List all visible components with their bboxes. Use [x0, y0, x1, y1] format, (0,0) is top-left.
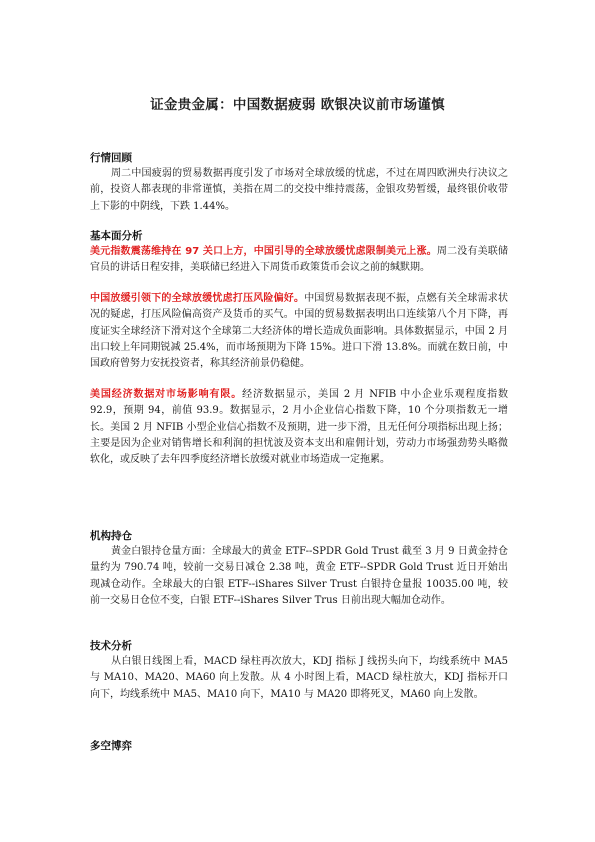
review-paragraph: 周二中国疲弱的贸易数据再度引发了市场对全球放缓的忧虑，不过在周四欧洲央行决议之前，投资人都表现的非常谨慎，美指在周二的交投中维持震荡，金银攻势暂缓，最终银价收带上下影的中阴线，下跌 1.44%。	[90, 168, 508, 212]
section-holdings	[90, 528, 508, 610]
spacer	[90, 373, 508, 387]
section-heading-review: 行情回顾	[90, 152, 132, 164]
fundamentals-paragraph-3	[90, 387, 508, 469]
fundamentals-p3-text: 经济数据显示，美国 2 月 NFIB 中小企业乐观程度指数 92.9，预期 94，前值 93.9。数据显示，2 月小企业信心指数下降，10 个分项指数无一增长。美国 2 月 NFIB 小型企业信心指数不及预期，进一步下滑，且无任何分项指标出现上扬；主要是因为企业对销售增长和利润的担忧波及资本支出和雇佣计划，劳动力市场强劲势头略微软化，或反映了去年四季度经济增长放缓对就业市场造成一定拖累。	[90, 388, 509, 466]
page-title: 证金贵金属：中国数据疲弱 欧银决议前市场谨慎	[150, 97, 445, 113]
section-heading-fundamentals: 基本面分析	[90, 230, 143, 242]
fundamentals-paragraph-2	[90, 291, 508, 373]
technical-paragraph: 从白银日线图上看，MACD 绿柱再次放大，KDJ 指标 J 线拐头向下，均线系统中 MA5 与 MA10、MA20、MA60 向上发散。从 4 小时图上看，MACD 绿柱放大，KDJ 指标开口向下，均线系统中 MA5、MA10 向下，MA10 与 MA20 即将死叉，MA60 向上发散。	[90, 656, 508, 700]
section-review	[90, 150, 508, 215]
section-longshort	[90, 738, 508, 754]
fundamentals-p1-text: 周二没有美联储官员的讲话日程安排，美联储已经进入下周货币政策货币会议之前的缄默期。	[90, 246, 508, 274]
fundamentals-p3-lead: 美国经济数据对市场影响有限。	[90, 388, 243, 400]
section-heading-longshort: 多空博弈	[90, 740, 132, 752]
section-heading-technical: 技术分析	[90, 640, 132, 652]
section-heading-holdings: 机构持仓	[90, 530, 132, 542]
section-technical	[90, 638, 508, 703]
section-fundamentals	[90, 228, 508, 469]
fundamentals-p1-lead: 美元指数震荡维持在 97 关口上方，中国引导的全球放缓忧虑限制美元上涨。	[90, 246, 437, 257]
holdings-paragraph: 黄金白银持仓量方面：全球最大的黄金 ETF--SPDR Gold Trust 截至 3 月 9 日黄金持仓量约为 790.74 吨，较前一交易日减仓 2.38 吨，黄金 ETF--SPDR Gold Trust 近日开始出现减仓动作。全球最大的白银 ETF--iShares Silver Trust 白银持仓量报 10035.00 吨，较前一交易日仓位不变，白银 ETF--iShares Silver Trus 日前出现大幅加仓动作。	[90, 546, 508, 607]
fundamentals-paragraph-1	[90, 244, 508, 277]
fundamentals-p2-lead: 中国放缓引领下的全球放缓忧虑打压风险偏好。	[90, 292, 305, 304]
spacer	[90, 277, 508, 291]
fundamentals-p2-text: 中国贸易数据表现不振，点燃有关全球需求状况的疑虑，打压风险偏高资产及货币的买气。中国的贸易数据表明出口连续第八个月下降，再度证实全球经济下滑对这个全球第二大经济体的增长造成负面影响。具体数据显示，中国 2 月出口较上年同期锐减 25.4%，而市场预期为下降 15%。进口下滑 13.8%。而就在数日前，中国政府曾努力安抚投资者，称其经济前景仍稳健。	[90, 292, 509, 370]
